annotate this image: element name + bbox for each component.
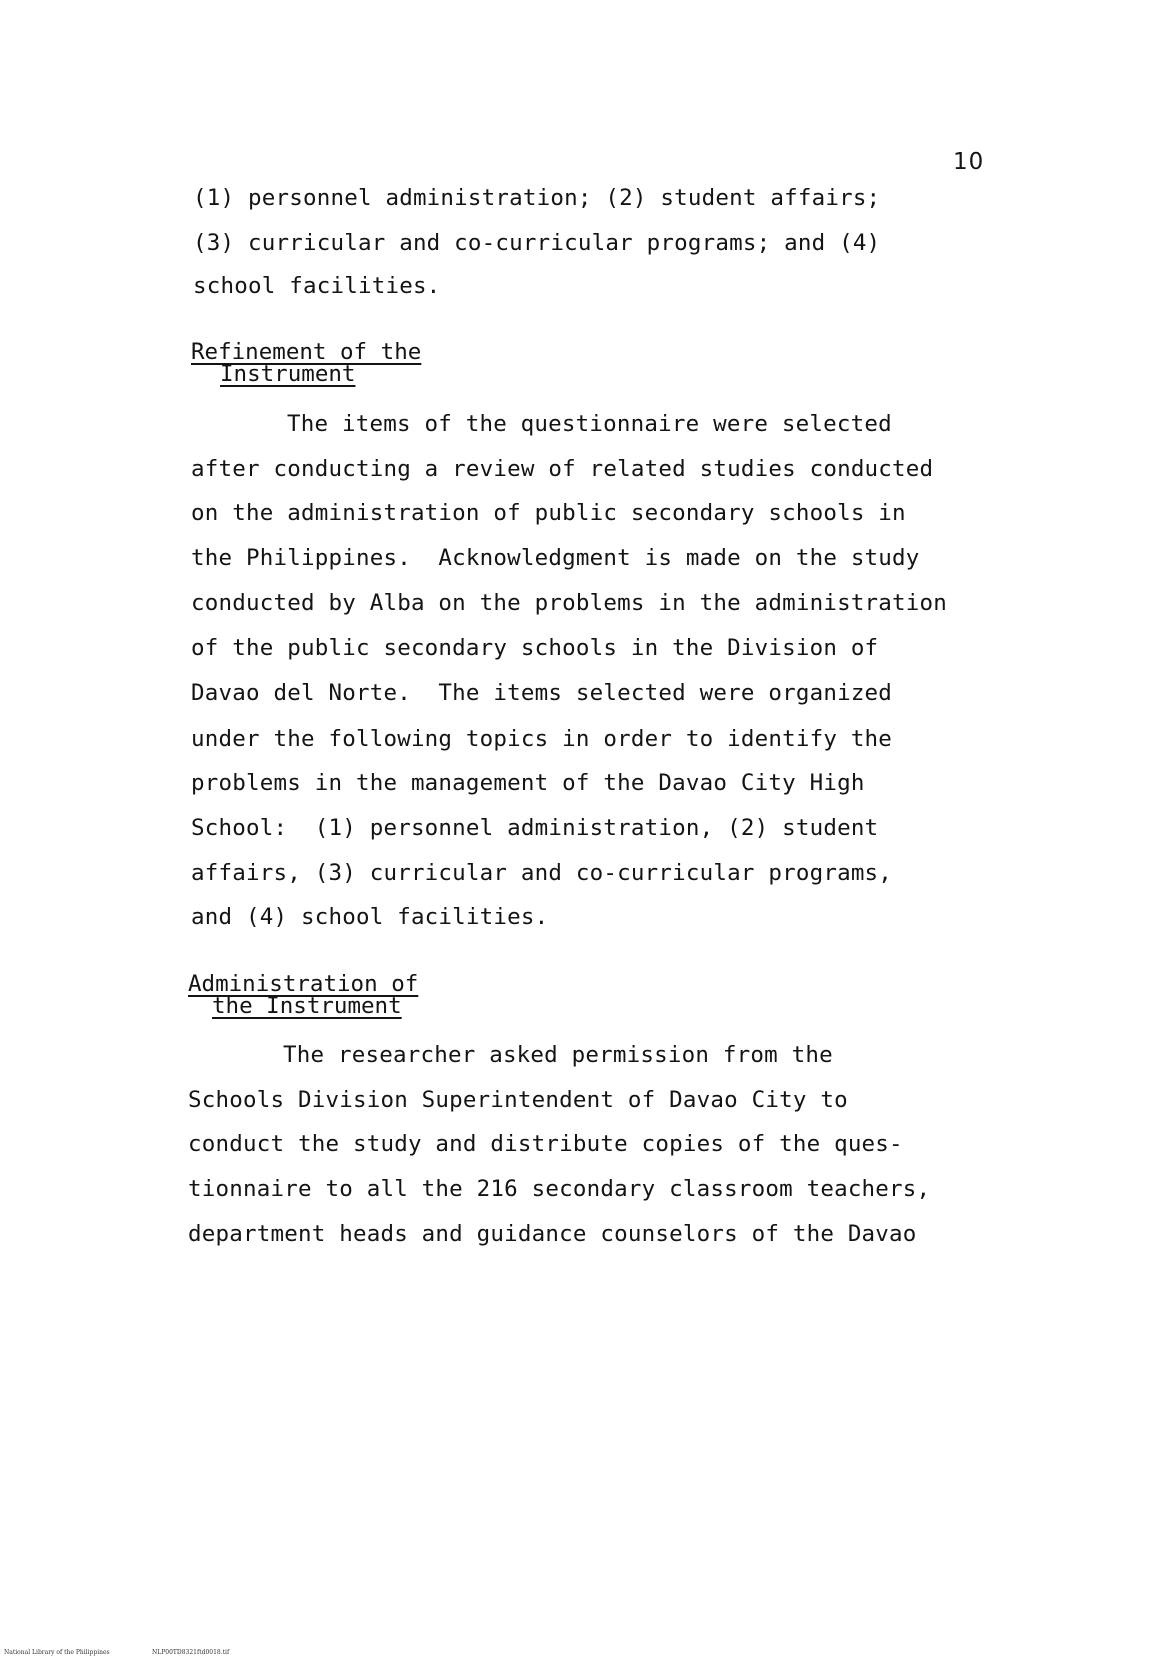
body-line: on the administration of public secondary schools in	[191, 500, 906, 526]
section-heading-refinement: Instrument	[220, 361, 356, 387]
body-line: after conducting a review of related studies conducted	[191, 456, 934, 482]
footer-filename: NLP00TD8321ftd0018.tif	[152, 1649, 230, 1656]
body-line: under the following topics in order to identify the	[191, 726, 893, 752]
body-line: The items of the questionnaire were selected	[287, 411, 892, 437]
body-line: tionnaire to all the 216 secondary classroom teachers,	[188, 1176, 931, 1202]
body-line: Davao del Norte. The items selected were organized	[191, 680, 893, 706]
body-line: the Philippines. Acknowledgment is made on the study	[191, 545, 920, 571]
section-heading-administration: Administration of	[188, 971, 419, 997]
body-line: problems in the management of the Davao City High	[191, 770, 865, 796]
section-heading-refinement: Refinement of the	[191, 339, 422, 365]
page-number: 10	[953, 149, 985, 175]
intro-line: (1) personnel administration; (2) student affairs;	[193, 185, 881, 211]
body-line: affairs, (3) curricular and co-curricular programs,	[191, 860, 893, 886]
body-line: conduct the study and distribute copies of the ques-	[188, 1131, 903, 1157]
footer-library: National Library of the Philippines	[4, 1649, 110, 1656]
body-line: The researcher asked permission from the	[283, 1042, 833, 1068]
body-line: of the public secondary schools in the Division of	[191, 635, 879, 661]
body-line: School: (1) personnel administration, (2) student	[191, 815, 879, 841]
body-line: Schools Division Superintendent of Davao City to	[188, 1087, 848, 1113]
body-line: conducted by Alba on the problems in the administration	[191, 590, 948, 616]
intro-line: (3) curricular and co-curricular programs; and (4)	[193, 230, 881, 256]
section-heading-administration: the Instrument	[212, 993, 402, 1019]
body-line: and (4) school facilities.	[191, 904, 549, 930]
body-line: department heads and guidance counselors of the Davao	[188, 1221, 917, 1247]
intro-line: school facilities.	[193, 273, 441, 299]
